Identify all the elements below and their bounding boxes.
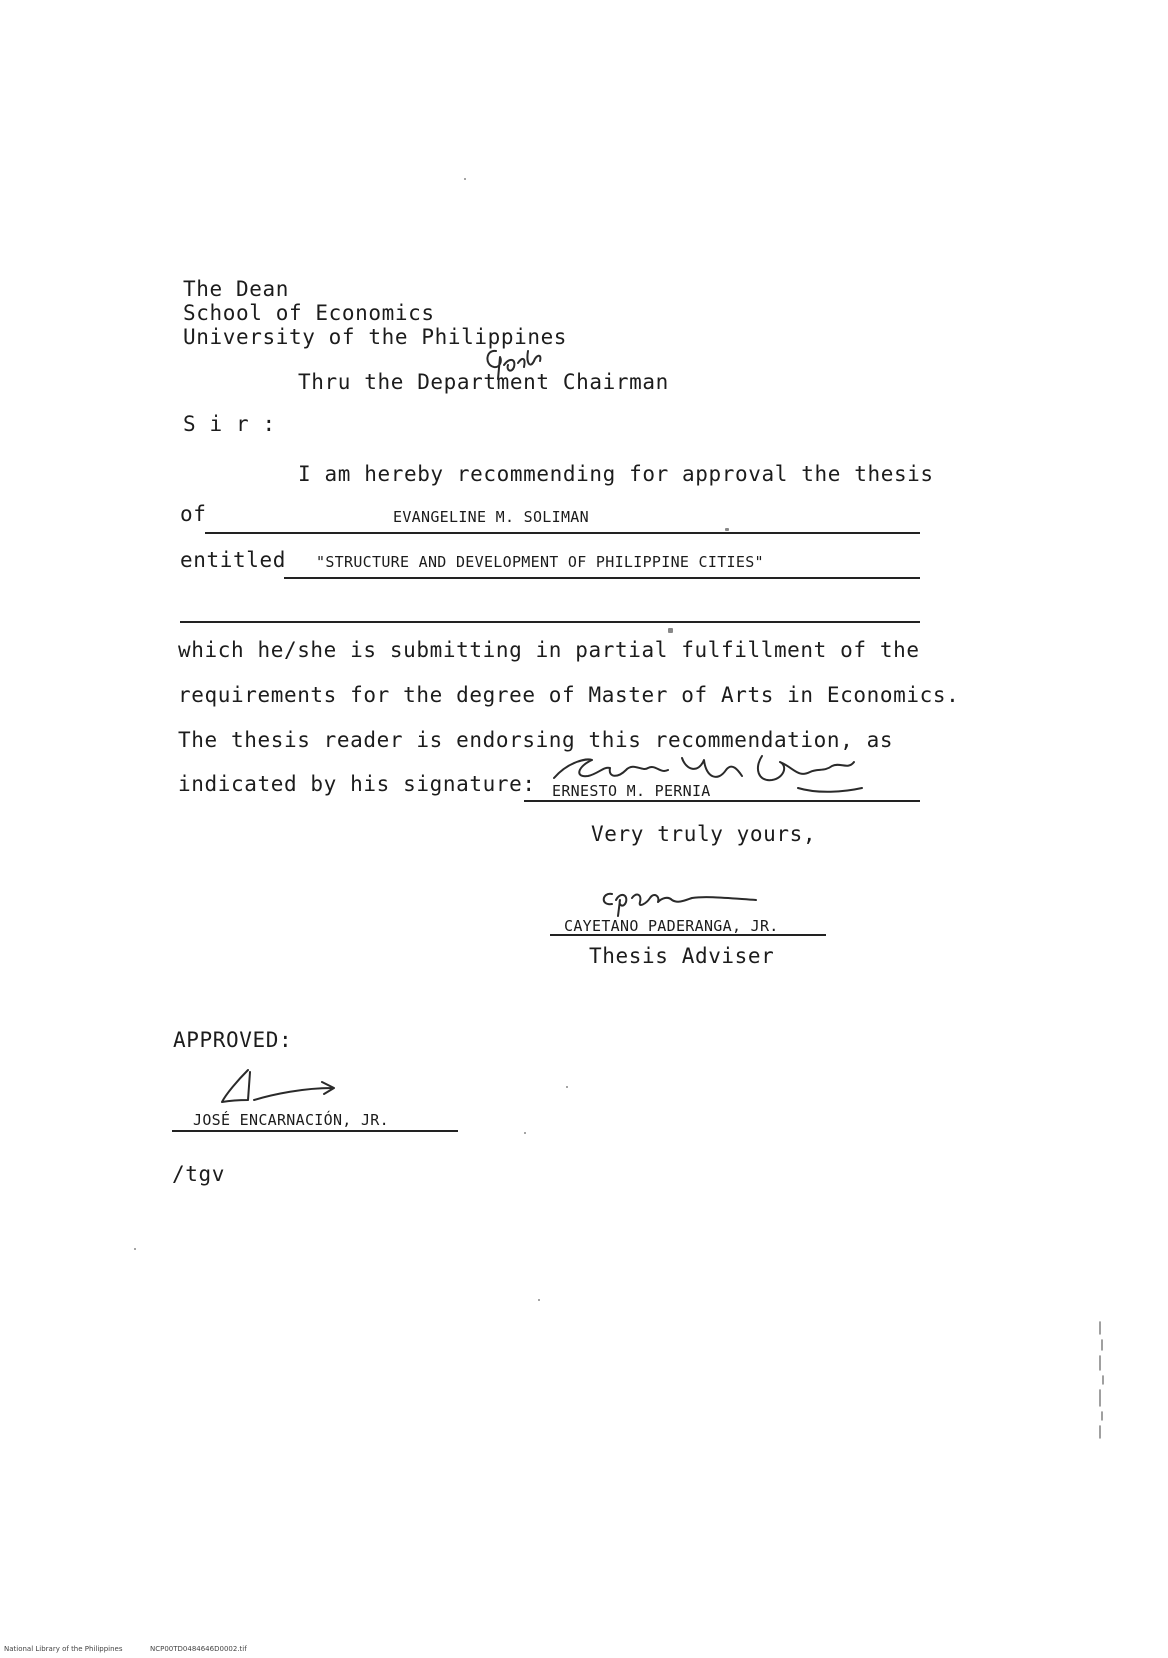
typist-initials: /tgv xyxy=(172,1162,225,1186)
body-line-1: I am hereby recommending for approval the thesis xyxy=(298,462,934,486)
scan-speck xyxy=(464,178,466,180)
scan-speck xyxy=(538,1299,540,1301)
footer-file-ref: NCP00TD0484646D0002.tif xyxy=(150,1645,247,1653)
address-line-school: School of Economics xyxy=(183,301,435,325)
salutation: S i r : xyxy=(183,412,276,436)
adviser-name: CAYETANO PADERANGA, JR. xyxy=(564,917,779,935)
body-line-5: requirements for the degree of Master of Arts in Economics. xyxy=(178,683,960,707)
approver-signature-line xyxy=(172,1130,458,1132)
adviser-title: Thesis Adviser xyxy=(589,944,775,968)
address-line-dean: The Dean xyxy=(183,277,289,301)
closing-text: Very truly yours, xyxy=(591,822,817,846)
adviser-signature xyxy=(596,882,766,922)
body-line-6: The thesis reader is endorsing this recommendation, as xyxy=(178,728,894,752)
body-line-4: which he/she is submitting in partial fulfillment of the xyxy=(178,638,920,662)
scan-speck xyxy=(725,528,729,531)
scan-speck xyxy=(668,628,673,633)
reader-name: ERNESTO M. PERNIA xyxy=(552,782,711,800)
adviser-signature-line xyxy=(550,934,826,936)
of-label: of xyxy=(180,502,207,526)
student-name: EVANGELINE M. SOLIMAN xyxy=(393,508,589,526)
scan-speck xyxy=(134,1248,136,1250)
binding-edge-marks xyxy=(1094,1320,1108,1440)
thesis-title: "STRUCTURE AND DEVELOPMENT OF PHILIPPINE CITIES" xyxy=(316,553,764,571)
body-line-7: indicated by his signature: xyxy=(178,772,536,796)
chairman-initials-signature xyxy=(478,343,548,393)
scan-speck xyxy=(566,1086,568,1088)
approver-signature xyxy=(214,1066,344,1110)
thesis-title-underline xyxy=(284,577,920,579)
reader-signature xyxy=(548,748,878,804)
approved-label: APPROVED: xyxy=(173,1028,293,1052)
entitled-label: entitled xyxy=(180,548,286,572)
thesis-title-second-underline xyxy=(180,621,920,623)
address-thru-line: Thru the Department Chairman xyxy=(298,370,669,394)
footer-library: National Library of the Philippines xyxy=(4,1645,123,1653)
scan-speck xyxy=(524,1132,526,1134)
student-name-underline xyxy=(205,532,920,534)
approver-name: JOSÉ ENCARNACIÓN, JR. xyxy=(193,1111,389,1129)
address-line-university: University of the Philippines xyxy=(183,325,568,349)
